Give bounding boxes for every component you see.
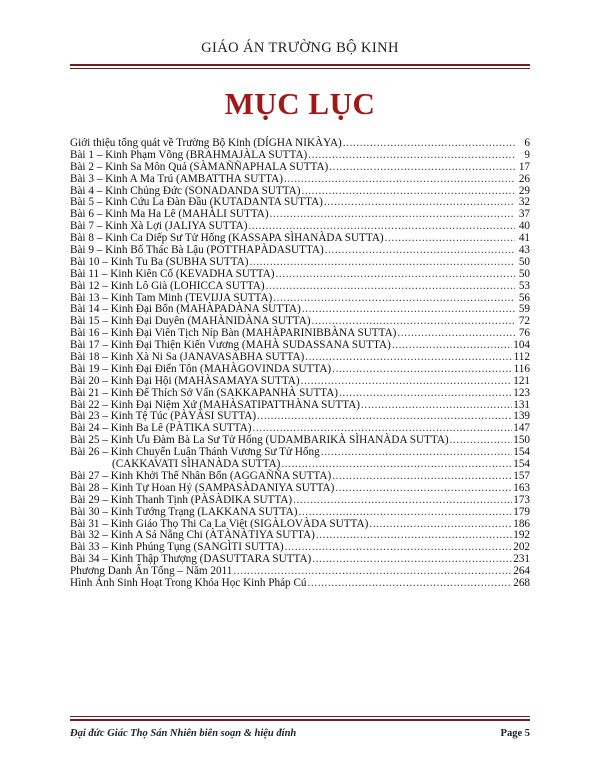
toc-entry-title: Bài 10 – Kinh Tu Ba (SUBHA SUTTA) (70, 255, 249, 268)
toc-entry-page: 268 (513, 576, 530, 589)
toc-entry-title: Bài 33 – Kinh Phúng Tụng (SANGÌTI SUTTA) (70, 541, 284, 554)
toc-entry-page: 50 (518, 267, 530, 280)
toc-entry-title: Bài 14 – Kinh Đại Bổn (MAHÀPADÀNA SUTTA) (70, 303, 301, 316)
toc-leader-dots (316, 530, 512, 542)
toc-entry-page: 53 (518, 279, 530, 292)
toc-entry-page: 56 (518, 291, 530, 304)
toc-entry-title: Bài 12 – Kinh Lô Già (LOHICCA SUTTA) (70, 279, 265, 292)
toc-entry-title: Bài 11 – Kinh Kiên Cố (KEVADHA SUTTA) (70, 267, 275, 280)
toc-entry-page: 37 (518, 208, 530, 221)
toc-leader-dots (257, 411, 512, 423)
toc-leader-dots (385, 233, 515, 245)
toc-entry-page: 192 (513, 529, 530, 542)
toc-entry[interactable] (70, 507, 530, 519)
toc-entry-title: Bài 24 – Kinh Ba Lê (PÀTIKA SUTTA) (70, 422, 252, 435)
toc-entry-page: 186 (513, 517, 530, 530)
toc-leader-dots (335, 483, 512, 495)
toc-entry[interactable] (70, 174, 530, 186)
running-header: GIÁO ÁN TRƯỜNG BỘ KINH (201, 40, 399, 56)
toc-entry-title: Bài 32 – Kinh A Sá Nẵng Chi (ÀTÀNÀTIYA SUTTA) (70, 529, 315, 542)
toc-entry-page: 6 (524, 137, 530, 149)
toc-leader-dots (301, 186, 515, 198)
toc-entry-title: Bài 21 – Kinh Đế Thích Sở Vấn (SAKKAPANHÀ SUTTA) (70, 386, 339, 399)
toc-entry[interactable] (70, 376, 530, 388)
toc-entry[interactable] (70, 388, 530, 400)
toc-entry-title: Bài 20 – Kinh Đại Hội (MAHÀSAMAYA SUTTA) (70, 374, 300, 387)
toc-entry-title: Bài 28 – Kinh Tự Hoan Hỷ (SAMPASÀDANIYA SUTTA) (70, 481, 335, 494)
page-number: Page 5 (500, 728, 530, 739)
toc-entry-page: 163 (513, 481, 530, 494)
toc-entry[interactable] (70, 162, 530, 174)
toc-entry-page: 40 (518, 220, 530, 233)
toc-entry-page: 154 (513, 446, 530, 459)
toc-entry-page: 139 (513, 410, 530, 423)
toc-entry-title: Giới thiệu tổng quát về Trường Bộ Kinh (DÍGHA NIKÀYA) (70, 137, 342, 149)
toc-entry-page: 154 (513, 458, 530, 471)
toc-entry-page: 29 (518, 184, 530, 197)
toc-entry-page: 264 (513, 565, 530, 578)
toc-leader-dots (285, 542, 513, 554)
toc-entry-page: 41 (518, 232, 530, 245)
header-divider (70, 64, 530, 69)
toc-leader-dots (284, 174, 515, 186)
toc-entry-title: Bài 18 – Kinh Xà Ni Sa (JANAVASABHA SUTTA) (70, 351, 305, 364)
toc-entry[interactable] (70, 257, 530, 269)
toc-entry-title: (CAKKAVATI SÌHANÀDA SUTTA) (112, 458, 281, 471)
toc-entry-page: 123 (513, 386, 530, 399)
toc-entry-page: 116 (513, 362, 530, 375)
toc-entry-page: 76 (518, 327, 530, 340)
toc-entry-page: 17 (518, 160, 530, 173)
toc-entry-title: Bài 25 – Kinh Ưu Đàm Bà La Sư Tử Hống (UDAMBARIKÀ SÌHANÀDA SUTTA) (70, 434, 449, 447)
toc-leader-dots (361, 400, 512, 412)
toc-entry[interactable] (70, 150, 530, 162)
toc-entry-title: Hình Ảnh Sinh Hoạt Trong Khóa Học Kinh Pháp Cú (70, 576, 307, 589)
toc-entry-title: Bài 31 – Kinh Giáo Thọ Thi Ca La Việt (SIGÀLOVÀDA SUTTA) (70, 517, 369, 530)
toc-entry-page: 112 (513, 351, 530, 364)
toc-entry[interactable] (70, 269, 530, 281)
toc-entry-title: Bài 26 – Kinh Chuyển Luân Thánh Vương Sư Tử Hống (70, 446, 320, 459)
toc-entry-title: Bài 1 – Kinh Phạm Võng (BRAHMAJÀLA SUTTA) (70, 148, 308, 161)
toc-entry-page: 26 (518, 172, 530, 185)
toc-leader-dots (308, 578, 513, 590)
toc-entry-title: Bài 15 – Kinh Đại Duyên (MAHÀNIDÀNA SUTTA) (70, 315, 311, 328)
toc-entry-page: 147 (513, 422, 530, 435)
toc-entry-page: 104 (513, 339, 530, 352)
toc-entry-page: 202 (513, 541, 530, 554)
toc-entry[interactable] (70, 483, 530, 495)
toc-entry-page: 131 (513, 398, 530, 411)
toc-leader-dots (339, 388, 512, 400)
toc-leader-dots (270, 209, 515, 221)
toc-leader-dots (450, 435, 513, 447)
toc-leader-dots (276, 269, 515, 281)
toc-entry-page: 59 (518, 303, 530, 316)
toc-leader-dots (298, 507, 512, 519)
toc-entry-page: 43 (518, 244, 530, 257)
toc-entry-title: Bài 5 – Kinh Cứu La Đàn Đầu (KUTADANTA SUTTA) (70, 196, 323, 209)
toc-entry-title: Bài 19 – Kinh Đại Điển Tôn (MAHÀGOVINDA SUTTA) (70, 362, 332, 375)
toc-leader-dots (273, 293, 515, 305)
toc-entry-title: Bài 6 – Kinh Ma Ha Lê (MAHÀLI SUTTA) (70, 208, 269, 221)
toc-leader-dots (369, 519, 512, 531)
toc-entry-page: 179 (513, 505, 530, 518)
toc-entry-title: Bài 30 – Kinh Tướng Trạng (LAKKANA SUTTA) (70, 505, 298, 518)
toc-entry-page: 72 (518, 315, 530, 328)
toc-leader-dots (321, 447, 513, 459)
toc-leader-dots (332, 471, 512, 483)
toc-leader-dots (301, 376, 513, 388)
toc-entry-page: 173 (513, 493, 530, 506)
toc-entry-page: 50 (518, 255, 530, 268)
table-of-contents (70, 138, 530, 590)
toc-entry-title: Bài 3 – Kinh A Ma Trú (AMBATTHA SUTTA) (70, 172, 283, 185)
toc-leader-dots (397, 328, 515, 340)
toc-leader-dots (312, 554, 512, 566)
toc-leader-dots (325, 245, 515, 257)
footer-author: Đại đức Giác Thọ Sán Nhiên biên soạn & hiệu đính (70, 728, 297, 739)
footer-divider (70, 716, 530, 721)
toc-leader-dots (305, 352, 512, 364)
toc-entry-title: Bài 4 – Kinh Chủng Đức (SONADANDA SUTTA) (70, 184, 301, 197)
toc-entry-title: Bài 13 – Kinh Tam Minh (TEVIJJA SUTTA) (70, 291, 273, 304)
toc-entry-title: Bài 22 – Kinh Đại Niệm Xứ (MAHÀSATIPATTHÀNA SUTTA) (70, 398, 361, 411)
toc-entry-page: 32 (518, 196, 530, 209)
toc-leader-dots (293, 495, 512, 507)
toc-entry-title: Phương Danh Ấn Tống – Năm 2011 (70, 565, 233, 578)
toc-entry-title: Bài 17 – Kinh Đại Thiện Kiến Vương (MAHÀ SUDASSANA SUTTA) (70, 339, 391, 352)
toc-leader-dots (343, 138, 515, 150)
toc-leader-dots (324, 197, 515, 209)
page-title: MỤC LỤC (224, 86, 376, 121)
toc-leader-dots (329, 162, 515, 174)
toc-leader-dots (392, 340, 512, 352)
toc-leader-dots (302, 304, 515, 316)
toc-leader-dots (249, 257, 515, 269)
toc-entry-page: 150 (513, 434, 530, 447)
toc-entry-title: Bài 16 – Kinh Đại Viên Tịch Níp Bàn (MAHÀPARINIBBÀNA SUTTA) (70, 327, 397, 340)
toc-leader-dots (266, 281, 515, 293)
toc-leader-dots (308, 150, 515, 162)
toc-entry-page: 9 (524, 148, 530, 161)
toc-entry[interactable] (70, 495, 530, 507)
toc-entry-title: Bài 9 – Kinh Bố Thác Bà Lậu (POTTHAPÀDASUTTA) (70, 244, 324, 257)
toc-entry-title: Bài 27 – Kinh Khởi Thế Nhân Bổn (AGGAÑÑA SUTTA) (70, 469, 332, 482)
toc-entry-title: Bài 7 – Kinh Xà Lợi (JALIYA SUTTA) (70, 220, 248, 233)
toc-entry-title: Bài 34 – Kinh Thập Thượng (DASUTTARA SUTTA) (70, 553, 312, 566)
toc-entry[interactable] (70, 578, 530, 590)
toc-entry-page: 231 (513, 553, 530, 566)
toc-entry-page: 157 (513, 469, 530, 482)
toc-entry[interactable] (70, 281, 530, 293)
toc-entry-page: 121 (513, 374, 530, 387)
toc-entry-title: Bài 8 – Kinh Ca Diếp Sư Tử Hống (KASSAPA SÌHANÀDA SUTTA) (70, 232, 384, 245)
toc-entry-title: Bài 29 – Kinh Thanh Tịnh (PÀSÀDIKA SUTTA) (70, 493, 293, 506)
toc-entry-title: Bài 2 – Kinh Sa Môn Quả (SÀMAÑÑAPHALA SUTTA) (70, 160, 329, 173)
toc-entry-title: Bài 23 – Kinh Tệ Túc (PÀYÀSI SUTTA) (70, 410, 257, 423)
toc-leader-dots (332, 364, 512, 376)
